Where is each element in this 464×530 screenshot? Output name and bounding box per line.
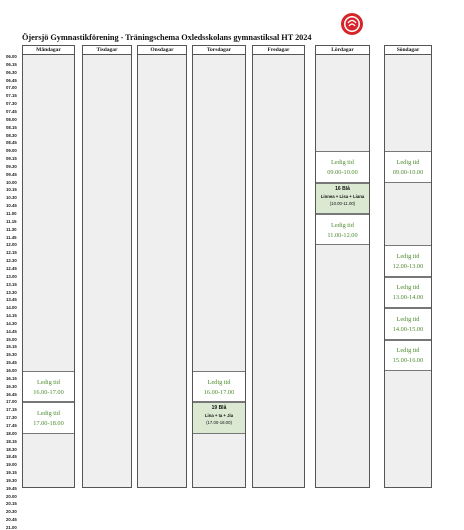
slot-status-label: Ledig tid	[396, 158, 420, 166]
slot-members-label: Lina + Ia + Jia	[204, 413, 234, 419]
time-label: 13.15	[6, 281, 17, 287]
day-header: Tisdagar	[83, 46, 131, 55]
time-label: 18.30	[6, 446, 17, 452]
slot-time-label: 12.00-13.00	[392, 263, 424, 271]
time-label: 18.00	[6, 430, 17, 436]
time-label: 07.00	[6, 85, 17, 91]
slot-status-label: Ledig tid	[396, 253, 420, 261]
time-label: 17.30	[6, 415, 17, 421]
club-logo-icon	[340, 12, 364, 36]
day-header: Torsdagar	[193, 46, 245, 55]
time-label: 09.00	[6, 148, 17, 154]
slot-time-label: (10.00-11.00)	[329, 200, 356, 206]
slot-status-label: Ledig tid	[37, 410, 60, 418]
time-label: 19.45	[6, 485, 17, 491]
day-column	[192, 45, 246, 488]
time-label: 20.00	[6, 493, 17, 499]
time-label: 18.15	[6, 438, 17, 444]
time-label: 21.00	[6, 525, 17, 530]
slot-time-label: 09.00-10.00	[327, 168, 358, 176]
time-label: 06.45	[6, 77, 17, 83]
free-slot[interactable]	[385, 151, 431, 182]
time-label: 10.30	[6, 195, 17, 201]
slot-time-label: 14.00-15.00	[392, 325, 424, 333]
slot-time-label: 13.00-14.00	[392, 294, 424, 302]
time-label: 16.15	[6, 375, 17, 381]
slot-status-label: Ledig tid	[37, 378, 60, 386]
time-label: 08.00	[6, 116, 17, 122]
day-header: Måndagar	[23, 46, 74, 55]
time-label: 11.30	[6, 226, 17, 232]
slot-status-label: Ledig tid	[331, 158, 354, 166]
slot-members-label: Linnea + Lisa + Liana	[320, 193, 365, 199]
slot-time-label: 15.00-16.00	[392, 357, 424, 365]
time-label: 11.00	[6, 211, 17, 216]
slot-time-label: 16.00-17.00	[203, 388, 235, 396]
time-label: 19.00	[6, 462, 17, 468]
time-label: 14.00	[6, 305, 17, 311]
slot-status-label: Ledig tid	[396, 284, 420, 292]
free-slot[interactable]	[385, 308, 431, 339]
free-slot[interactable]	[23, 371, 74, 402]
time-label: 13.00	[6, 273, 17, 279]
day-column	[384, 45, 432, 488]
time-label: 08.15	[6, 124, 17, 130]
time-label: 12.00	[6, 242, 17, 248]
free-slot[interactable]	[385, 245, 431, 276]
booked-slot[interactable]	[316, 183, 369, 214]
day-header: Söndagar	[385, 46, 431, 55]
time-label: 17.45	[6, 422, 17, 428]
time-label: 06.30	[6, 69, 17, 75]
day-header: Lördagar	[316, 46, 369, 55]
time-label: 07.45	[6, 108, 17, 114]
time-label: 09.15	[6, 156, 17, 162]
slot-group-label: 16 Blå	[335, 185, 350, 192]
time-label: 11.45	[6, 234, 17, 240]
time-label: 14.30	[6, 320, 17, 326]
free-slot[interactable]	[23, 402, 74, 433]
slot-time-label: 17.00-18.00	[33, 420, 64, 428]
slot-status-label: Ledig tid	[331, 221, 354, 229]
slot-status-label: Ledig tid	[396, 315, 420, 323]
slot-status-label: Ledig tid	[396, 347, 420, 355]
time-label: 14.45	[6, 328, 17, 334]
time-label: 11.15	[6, 218, 17, 224]
time-label: 07.15	[6, 93, 17, 99]
time-label: 20.30	[6, 509, 17, 515]
slot-time-label: 16.00-17.00	[33, 388, 64, 396]
time-label: 18.45	[6, 454, 17, 460]
day-header: Onsdagar	[138, 46, 186, 55]
slot-time-label: 09.00-10.00	[392, 168, 424, 176]
time-label: 10.00	[6, 179, 17, 185]
time-label: 12.30	[6, 258, 17, 264]
time-label: 14.15	[6, 313, 17, 319]
day-column	[252, 45, 305, 488]
day-column	[315, 45, 370, 488]
time-label: 16.45	[6, 391, 17, 397]
free-slot[interactable]	[385, 277, 431, 308]
slot-time-label: 11.00-12.00	[327, 231, 358, 239]
time-label: 06.00	[6, 54, 17, 59]
day-column	[22, 45, 75, 488]
time-label: 10.15	[6, 187, 17, 193]
time-label: 17.00	[6, 399, 17, 405]
slot-time-label: (17.00-18.00)	[206, 420, 232, 426]
time-label: 10.45	[6, 203, 17, 209]
time-label: 08.30	[6, 132, 17, 138]
time-label: 16.30	[6, 383, 17, 389]
time-label: 15.45	[6, 360, 17, 366]
time-label: 12.15	[6, 250, 17, 256]
day-column	[137, 45, 187, 488]
time-label: 15.15	[6, 344, 17, 350]
free-slot[interactable]	[316, 214, 369, 245]
time-label: 06.15	[6, 61, 17, 67]
time-label: 09.45	[6, 171, 17, 177]
slot-group-label: 19 Blå	[211, 405, 227, 412]
day-column	[82, 45, 132, 488]
time-label: 13.30	[6, 289, 17, 295]
slot-status-label: Ledig tid	[207, 378, 231, 386]
time-label: 19.15	[6, 470, 17, 476]
time-label: 17.15	[6, 407, 17, 413]
time-label: 13.45	[6, 297, 17, 303]
booked-slot[interactable]	[193, 402, 245, 433]
time-label: 20.45	[6, 517, 17, 523]
time-label: 19.30	[6, 477, 17, 483]
time-label: 16.00	[6, 368, 17, 373]
time-label: 08.45	[6, 140, 17, 146]
time-label: 15.30	[6, 352, 17, 358]
free-slot[interactable]	[193, 371, 245, 402]
time-label: 09.30	[6, 163, 17, 169]
time-label: 07.30	[6, 101, 17, 107]
time-label: 12.45	[6, 265, 17, 271]
day-header: Fredagar	[253, 46, 304, 55]
free-slot[interactable]	[316, 151, 369, 182]
page-title: Öjersjö Gymnastikförening - Träningschema Oxledsskolans gymnastiksal HT 2024	[22, 33, 312, 42]
free-slot[interactable]	[385, 340, 431, 371]
time-label: 20.15	[6, 501, 17, 507]
time-label: 15.00	[6, 336, 17, 342]
